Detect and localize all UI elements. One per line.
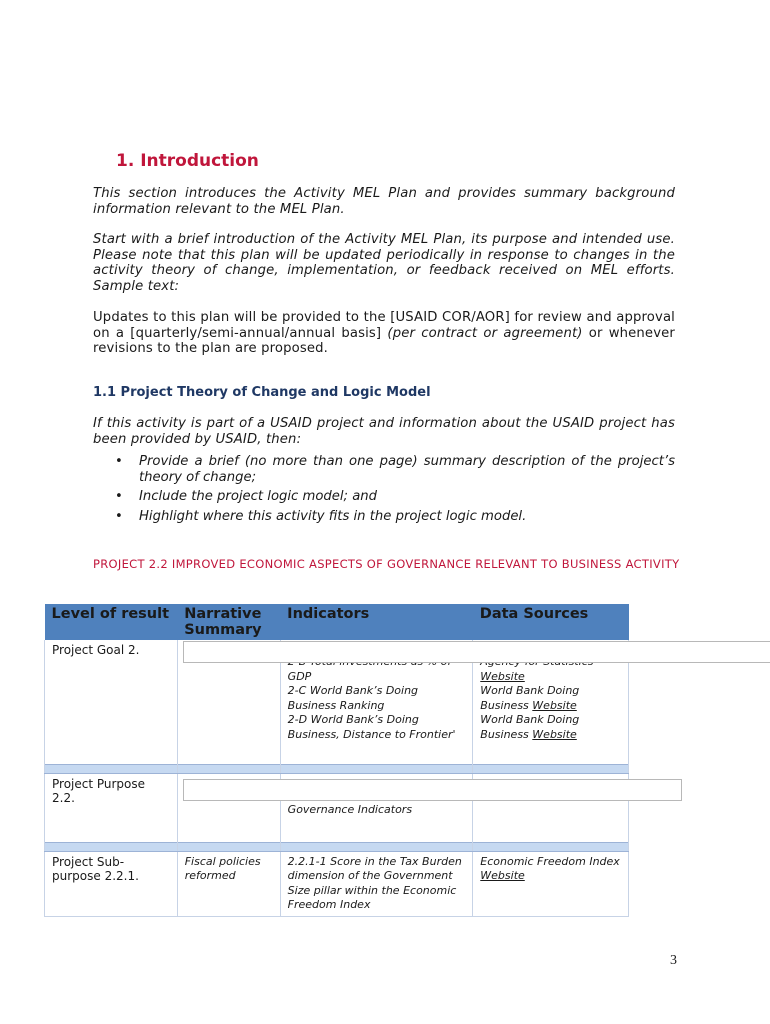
intro-paragraph-3 [93, 310, 675, 357]
source-b: World Bank Doing Business Website [480, 684, 580, 712]
list-item-text: Provide a brief (no more than one page) summary description of the project’s theory of change; [139, 454, 675, 485]
website-link[interactable]: Website [532, 727, 577, 741]
website-link[interactable]: Website [480, 869, 525, 883]
para3-text: Updates to this plan will be provided to the [USAID COR/AOR] for review and approval on a [quarterly/semi-annual/annual basis] [93, 310, 675, 341]
website-link[interactable]: Website [480, 669, 525, 683]
table-row [45, 851, 629, 916]
bullet-icon: • [115, 508, 123, 524]
list-item [115, 489, 675, 505]
section-heading: 1. Introduction [116, 151, 259, 171]
header-data-sources: Data Sources [473, 604, 629, 640]
subsection-intro: If this activity is part of a USAID project and information about the USAID project has been provided by USAID, then: [93, 416, 675, 447]
cell-sources: Economic Freedom Index Website [473, 851, 629, 916]
para3-end-text: or whenever revisions to the plan are proposed. [93, 325, 675, 357]
project-heading: PROJECT 2.2 IMPROVED ECONOMIC ASPECTS OF GOVERNANCE RELEVANT TO BUSINESS ACTIVITY [93, 557, 680, 571]
para3-italic-text: (per contract or agreement) [387, 325, 583, 341]
subsection-heading: 1.1 Project Theory of Change and Logic Model [93, 385, 431, 400]
overlay-input-box[interactable] [183, 641, 770, 663]
source-c: World Bank Doing Business Website [480, 713, 580, 741]
page-number: 3 [670, 953, 677, 968]
table-header-row [45, 604, 629, 640]
indicator-2d: 2-D World Bank’s Doing Business, Distance to Frontier' [287, 713, 456, 741]
header-level-of-result: Level of result [45, 604, 178, 640]
cell-level: Project Purpose 2.2. [45, 773, 178, 842]
indicator-text: Governance Indicators [287, 803, 413, 817]
cell-indicators: 2.2.1-1 Score in the Tax Burden dimension of the Government Size pillar within the Economic Freedom Index [280, 851, 473, 916]
intro-paragraph-1: This section introduces the Activity MEL Plan and provides summary background information relevant to the MEL Plan. [93, 186, 675, 217]
table-separator [45, 764, 629, 773]
website-link[interactable]: Website [532, 698, 577, 712]
header-indicators: Indicators [280, 604, 473, 640]
cell-narrative: Fiscal policies reformed [177, 851, 280, 916]
cell-level: Project Sub-purpose 2.2.1. [45, 851, 178, 916]
list-item-text: Include the project logic model; and [139, 489, 377, 505]
list-item-text: Highlight where this activity fits in the project logic model. [139, 508, 527, 524]
overlay-input-box[interactable] [183, 779, 682, 801]
bullet-list [115, 454, 675, 528]
list-item [115, 509, 675, 525]
header-narrative-summary: Narrative Summary [177, 604, 280, 640]
bullet-icon: • [115, 454, 123, 469]
intro-paragraph-2: Start with a brief introduction of the Activity MEL Plan, its purpose and intended use. Please note that this plan will be updated periodically in response to changes in the activity theory of change, implementation, or feedback received on MEL efforts. Sample text: [93, 232, 675, 294]
list-item [115, 454, 675, 485]
cell-level: Project Goal 2. [45, 640, 178, 764]
table-separator [45, 842, 629, 851]
indicator-2c: 2-C World Bank’s Doing Business Ranking [287, 684, 419, 712]
indicator-2b: GDP [287, 669, 312, 683]
bullet-icon: • [115, 489, 123, 505]
